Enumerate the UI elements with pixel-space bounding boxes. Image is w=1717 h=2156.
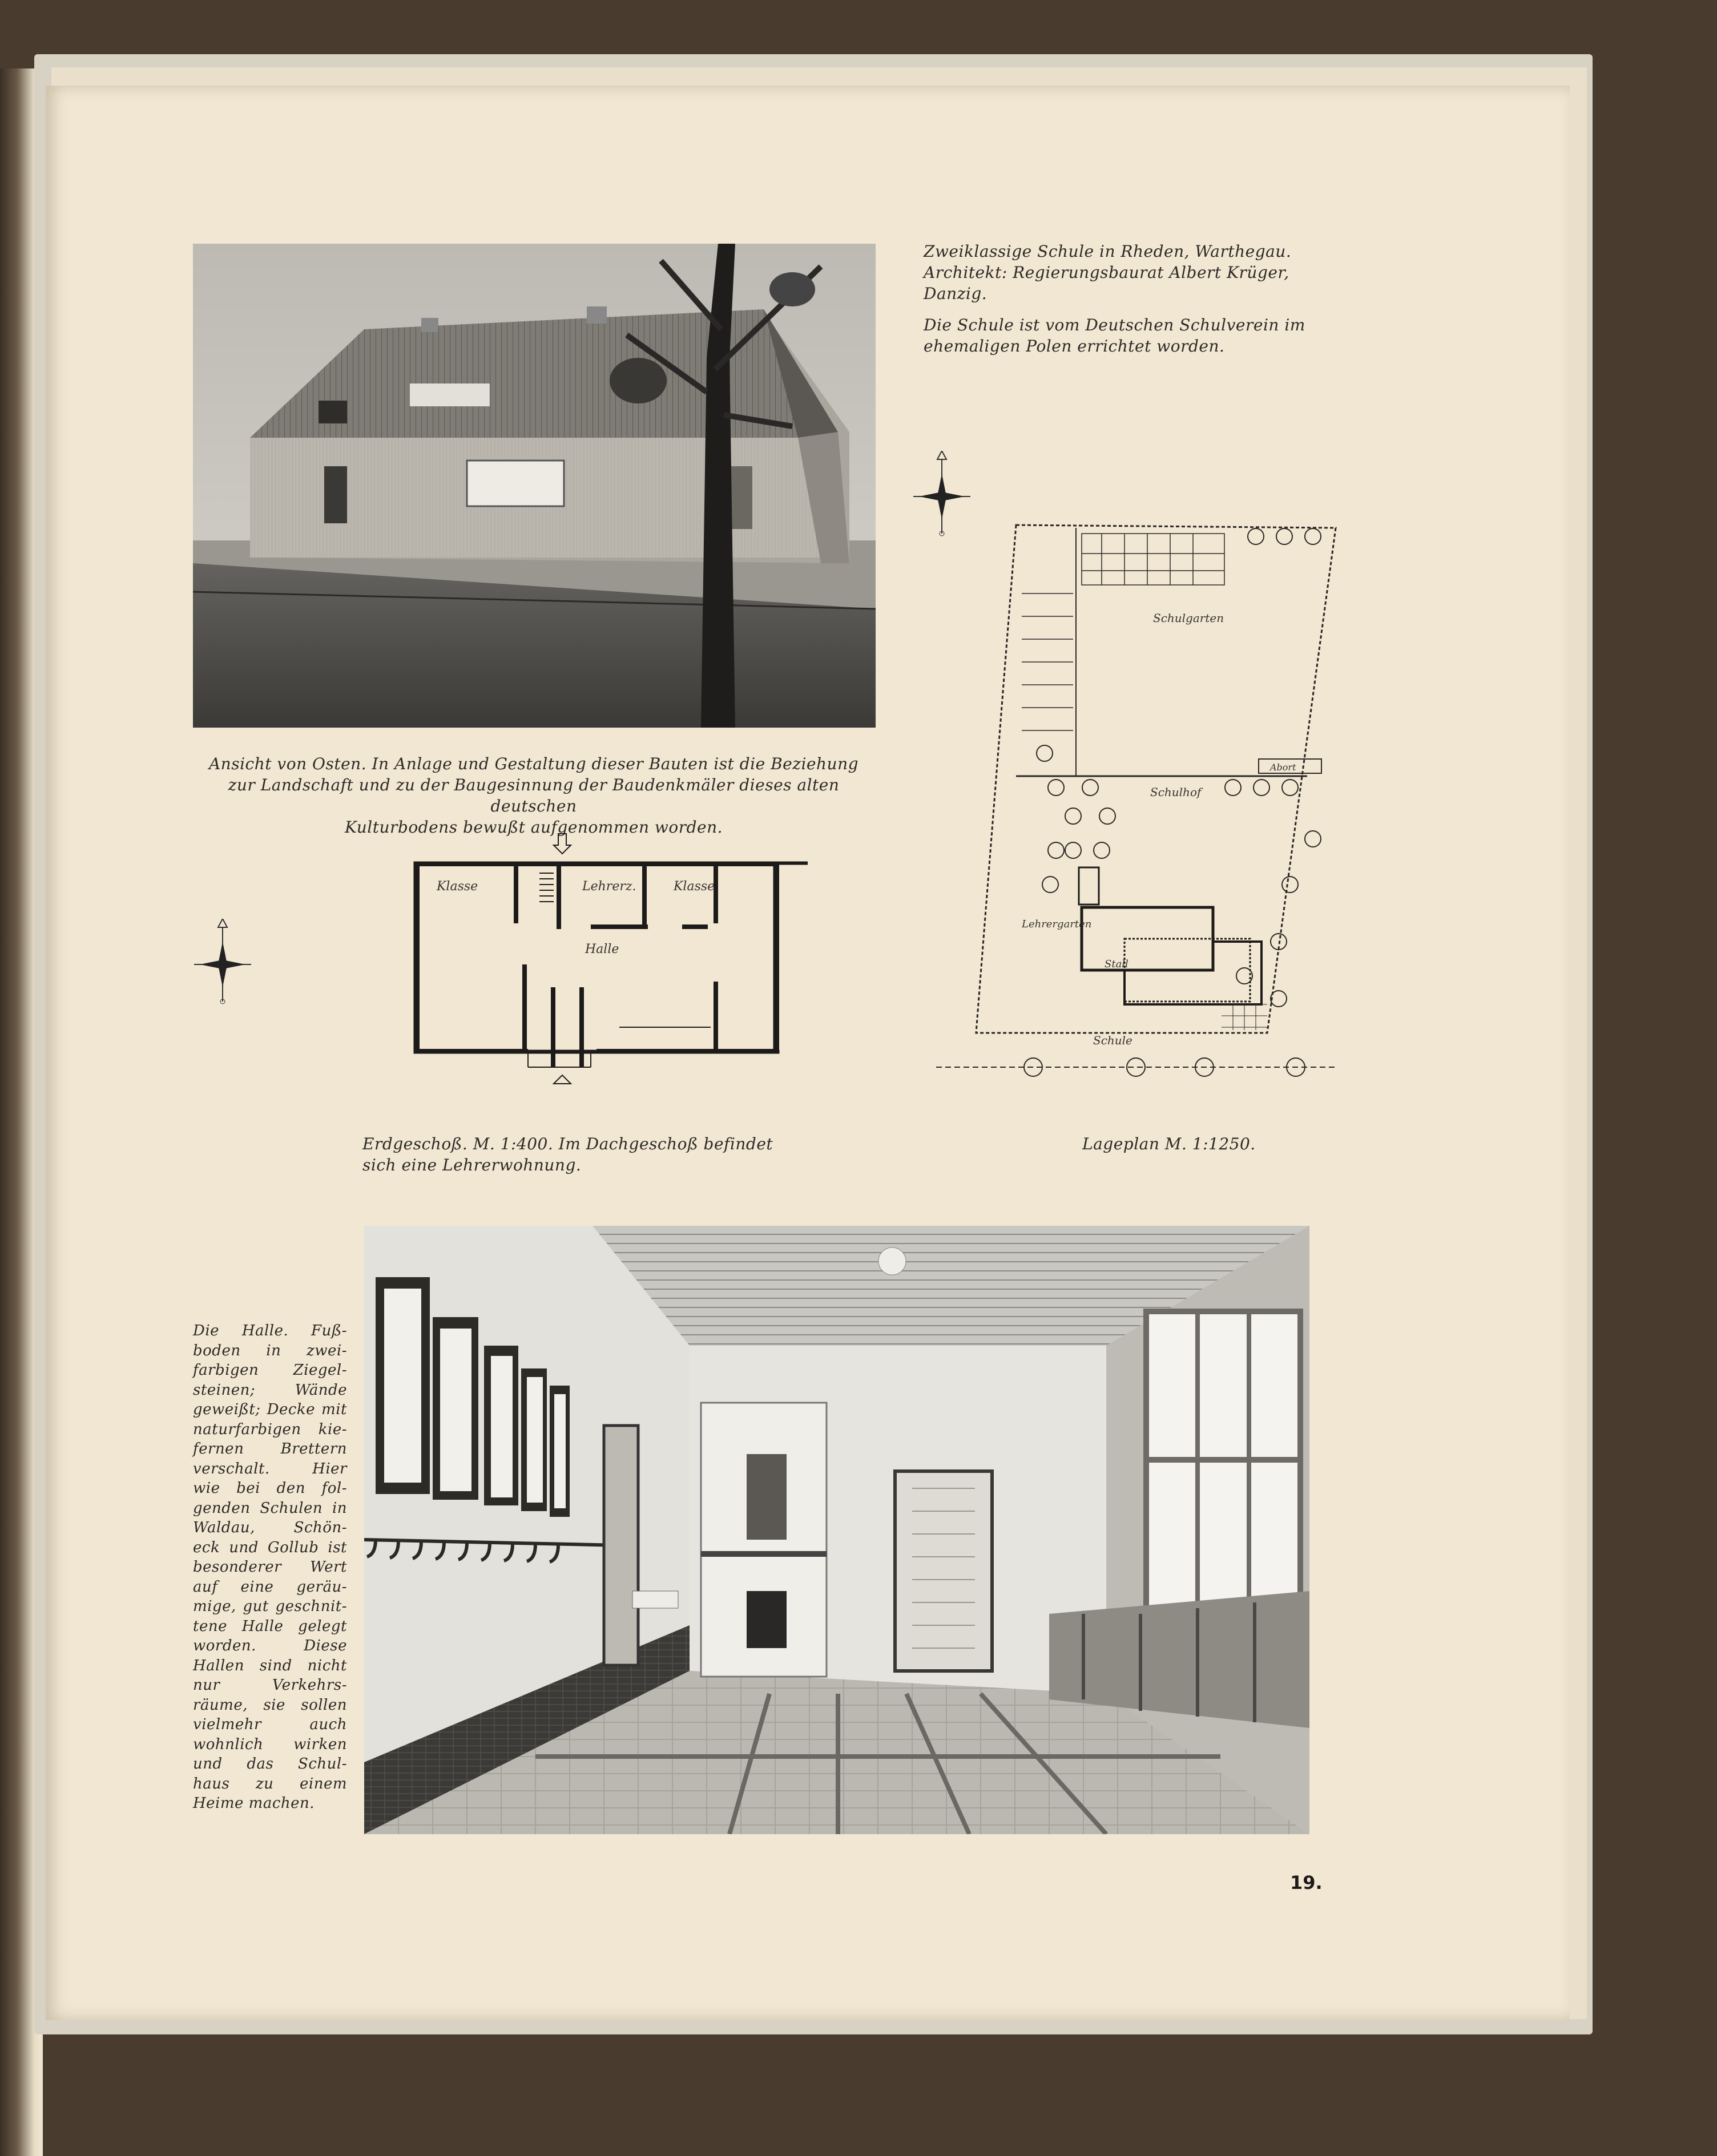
- title-line-1: Zweiklassige Schule in Rheden, Warthegau.: [924, 242, 1292, 261]
- plan-label-klasse-right: Klasse: [674, 879, 715, 894]
- title-note-line-2: ehemaligen Polen errichtet worden.: [924, 337, 1225, 356]
- site-plan-caption: Lageplan M. 1:1250.: [1082, 1134, 1256, 1153]
- hall-caption-line: Hallen sind nicht: [193, 1657, 347, 1674]
- hall-caption-line: steinen; Wände: [193, 1381, 347, 1399]
- site-label-schulhof: Schulhof: [1150, 785, 1202, 799]
- hall-caption-line: Heime machen.: [193, 1795, 315, 1812]
- east-view-caption: [188, 753, 879, 838]
- plan-label-halle: Halle: [585, 942, 619, 956]
- site-label-lehrergarten: Lehrergarten: [1022, 918, 1092, 930]
- hall-caption-line: worden. Diese: [193, 1637, 347, 1654]
- site-label-abort: Abort: [1270, 762, 1296, 773]
- hall-caption-line: und das Schul-: [193, 1755, 347, 1773]
- plan-label-klasse-left: Klasse: [437, 879, 478, 894]
- hall-caption-line: haus zu einem: [193, 1775, 347, 1792]
- hall-caption-line: Waldau, Schön-: [193, 1519, 347, 1536]
- hall-caption-line: farbigen Ziegel-: [193, 1362, 347, 1379]
- hall-caption-line: mige, gut geschnit-: [193, 1598, 347, 1615]
- hall-caption-line: verschalt. Hier: [193, 1460, 347, 1477]
- hall-caption-line: besonderer Wert: [193, 1559, 347, 1576]
- hall-caption-line: wie bei den fol-: [193, 1480, 347, 1497]
- hall-caption-line: wohnlich wirken: [193, 1735, 347, 1753]
- hall-caption-line: eck und Gollub ist: [193, 1539, 347, 1556]
- hall-photo: [364, 1226, 1309, 1834]
- ground-floor-line-1: Erdgeschoß. M. 1:400. Im Dachgeschoß befindet: [362, 1134, 773, 1153]
- page-number: 19.: [1290, 1872, 1323, 1893]
- exterior-photo: [193, 244, 876, 728]
- exterior-photo-image: [193, 244, 876, 728]
- hall-caption-line: räume, sie sollen: [193, 1696, 347, 1714]
- plan-label-lehrerz: Lehrerz.: [582, 879, 636, 894]
- title-line-2: Architekt: Regierungsbaurat Albert Krüger,: [924, 263, 1289, 282]
- site-label-stall: Stall: [1105, 958, 1128, 970]
- hall-caption-line: boden in zwei-: [193, 1342, 347, 1359]
- site-label-schulgarten: Schulgarten: [1153, 611, 1224, 625]
- east-view-line-2: zur Landschaft und zu der Baugesinnung der Baudenkmäler dieses alten deutschen: [228, 776, 840, 815]
- title-caption: [924, 241, 1363, 357]
- hall-caption-line: fernen Brettern: [193, 1440, 347, 1457]
- book-page: [46, 86, 1570, 2020]
- ground-floor-caption: [362, 1133, 853, 1176]
- east-view-line-1: Ansicht von Osten. In Anlage und Gestaltung dieser Bauten ist die Beziehung: [208, 754, 859, 773]
- east-view-line-3: Kulturbodens bewußt aufgenommen worden.: [344, 818, 723, 837]
- ground-floor-line-2: sich eine Lehrerwohnung.: [362, 1156, 582, 1174]
- hall-caption-line: geweißt; Decke mit: [193, 1401, 347, 1418]
- hall-caption-line: tene Halle gelegt: [193, 1617, 347, 1635]
- hall-caption: [193, 1321, 347, 1814]
- hall-caption-line: nur Verkehrs-: [193, 1677, 347, 1694]
- site-plan: [936, 439, 1404, 1101]
- hall-caption-line: auf eine geräu-: [193, 1578, 347, 1596]
- hall-caption-line: genden Schulen in: [193, 1499, 347, 1517]
- title-note-line-1: Die Schule ist vom Deutschen Schulverein im: [924, 316, 1305, 334]
- hall-caption-line: vielmehr auch: [193, 1716, 347, 1733]
- title-line-3: Danzig.: [924, 284, 988, 303]
- ground-floor-plan: [362, 833, 808, 1096]
- hall-caption-line: Die Halle. Fuß-: [193, 1322, 347, 1339]
- site-label-schule: Schule: [1093, 1033, 1132, 1047]
- hall-photo-image: [364, 1226, 1309, 1834]
- hall-caption-line: naturfarbigen kie-: [193, 1420, 347, 1438]
- compass-rose-icon: [194, 919, 251, 1004]
